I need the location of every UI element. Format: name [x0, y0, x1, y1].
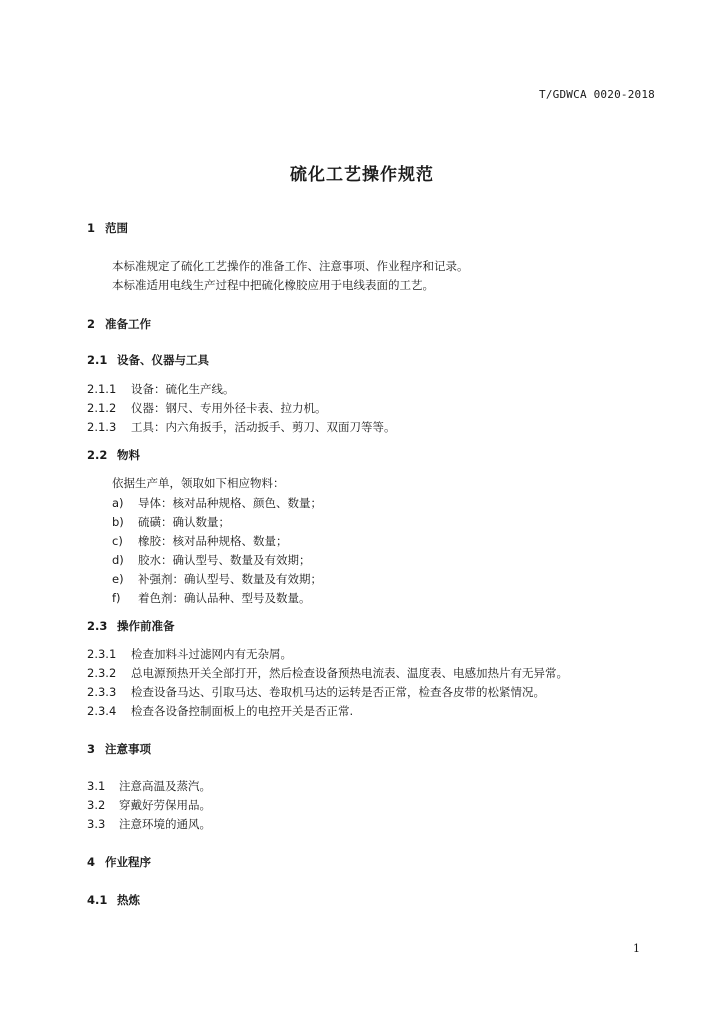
section-title: 热炼: [117, 893, 140, 907]
clause-number: 3.2: [87, 798, 106, 812]
section-number: 2.3: [87, 619, 108, 633]
clause-2-3-3: [87, 684, 545, 700]
section-4-1-heading: [87, 892, 140, 908]
list-text: 着色剂：确认品种、型号及数量。: [138, 591, 311, 605]
list-item: [112, 495, 322, 511]
list-marker: d): [112, 553, 124, 567]
section-2-1-heading: [87, 352, 209, 368]
section-number: 1: [87, 221, 96, 235]
section-1-heading: [87, 220, 128, 236]
list-marker: b): [112, 515, 124, 529]
clause-text: 注意高温及蒸汽。: [119, 779, 211, 793]
clause-number: 3.3: [87, 817, 106, 831]
list-text: 补强剂：确认型号、数量及有效期；: [138, 572, 322, 586]
section-2-3-heading: [87, 618, 175, 634]
section-title: 操作前准备: [117, 619, 175, 633]
list-marker: c): [112, 534, 123, 548]
list-item: [112, 571, 322, 587]
clause-2-3-4: [87, 703, 353, 719]
section-title: 物料: [117, 448, 140, 462]
clause-text: 仪器：钢尺、专用外径卡表、拉力机。: [131, 401, 327, 415]
section-title: 注意事项: [105, 742, 151, 756]
clause-2-3-1: [87, 646, 292, 662]
list-text: 导体：核对品种规格、颜色、数量；: [138, 496, 322, 510]
clause-text: 注意环境的通风。: [119, 817, 211, 831]
clause-3-1: [87, 778, 211, 794]
clause-text: 设备：硫化生产线。: [131, 382, 235, 396]
clause-number: 2.3.1: [87, 647, 117, 661]
section-number: 2: [87, 317, 96, 331]
paragraph: 依据生产单，领取如下相应物料：: [112, 476, 285, 490]
clause-2-1-2: [87, 400, 327, 416]
clause-number: 2.1.3: [87, 420, 117, 434]
clause-text: 工具：内六角扳手，活动扳手、剪刀、双面刀等等。: [131, 420, 396, 434]
clause-number: 2.1.2: [87, 401, 117, 415]
section-3-heading: [87, 741, 151, 757]
section-title: 作业程序: [105, 855, 151, 869]
paragraph: 本标准适用电线生产过程中把硫化橡胶应用于电线表面的工艺。: [112, 278, 434, 292]
clause-3-2: [87, 797, 211, 813]
clause-text: 检查加料斗过滤网内有无杂屑。: [131, 647, 292, 661]
clause-text: 总电源预热开关全部打开，然后检查设备预热电流表、温度表、电感加热片有无异常。: [131, 666, 568, 680]
section-number: 4: [87, 855, 96, 869]
section-2-2-heading: [87, 447, 140, 463]
document-title: 硫化工艺操作规范: [290, 165, 434, 185]
clause-number: 2.3.3: [87, 685, 117, 699]
clause-2-1-3: [87, 419, 396, 435]
clause-number: 3.1: [87, 779, 106, 793]
list-marker: a): [112, 496, 124, 510]
list-text: 橡胶：核对品种规格、数量；: [138, 534, 288, 548]
list-item: [112, 533, 288, 549]
clause-number: 2.3.4: [87, 704, 117, 718]
standard-code: T/GDWCA 0020-2018: [539, 88, 655, 101]
clause-text: 穿戴好劳保用品。: [119, 798, 211, 812]
list-item: [112, 590, 311, 606]
section-number: 3: [87, 742, 96, 756]
section-title: 范围: [105, 221, 128, 235]
clause-2-3-2: [87, 665, 568, 681]
list-text: 硫磺：确认数量；: [138, 515, 230, 529]
list-marker: f): [112, 591, 121, 605]
clause-number: 2.3.2: [87, 666, 117, 680]
section-number: 4.1: [87, 893, 108, 907]
list-marker: e): [112, 572, 124, 586]
clause-3-3: [87, 816, 211, 832]
list-item: [112, 514, 230, 530]
section-number: 2.1: [87, 353, 108, 367]
list-item: [112, 552, 311, 568]
clause-number: 2.1.1: [87, 382, 117, 396]
paragraph: 本标准规定了硫化工艺操作的准备工作、注意事项、作业程序和记录。: [112, 259, 469, 273]
page-number: 1: [633, 942, 640, 955]
section-title: 设备、仪器与工具: [117, 353, 209, 367]
clause-text: 检查设备马达、引取马达、卷取机马达的运转是否正常，检查各皮带的松紧情况。: [131, 685, 545, 699]
section-4-heading: [87, 854, 151, 870]
clause-2-1-1: [87, 381, 235, 397]
section-title: 准备工作: [105, 317, 151, 331]
section-number: 2.2: [87, 448, 108, 462]
clause-text: 检查各设备控制面板上的电控开关是否正常.: [131, 704, 354, 718]
list-text: 胶水：确认型号、数量及有效期；: [138, 553, 311, 567]
section-2-heading: [87, 316, 151, 332]
